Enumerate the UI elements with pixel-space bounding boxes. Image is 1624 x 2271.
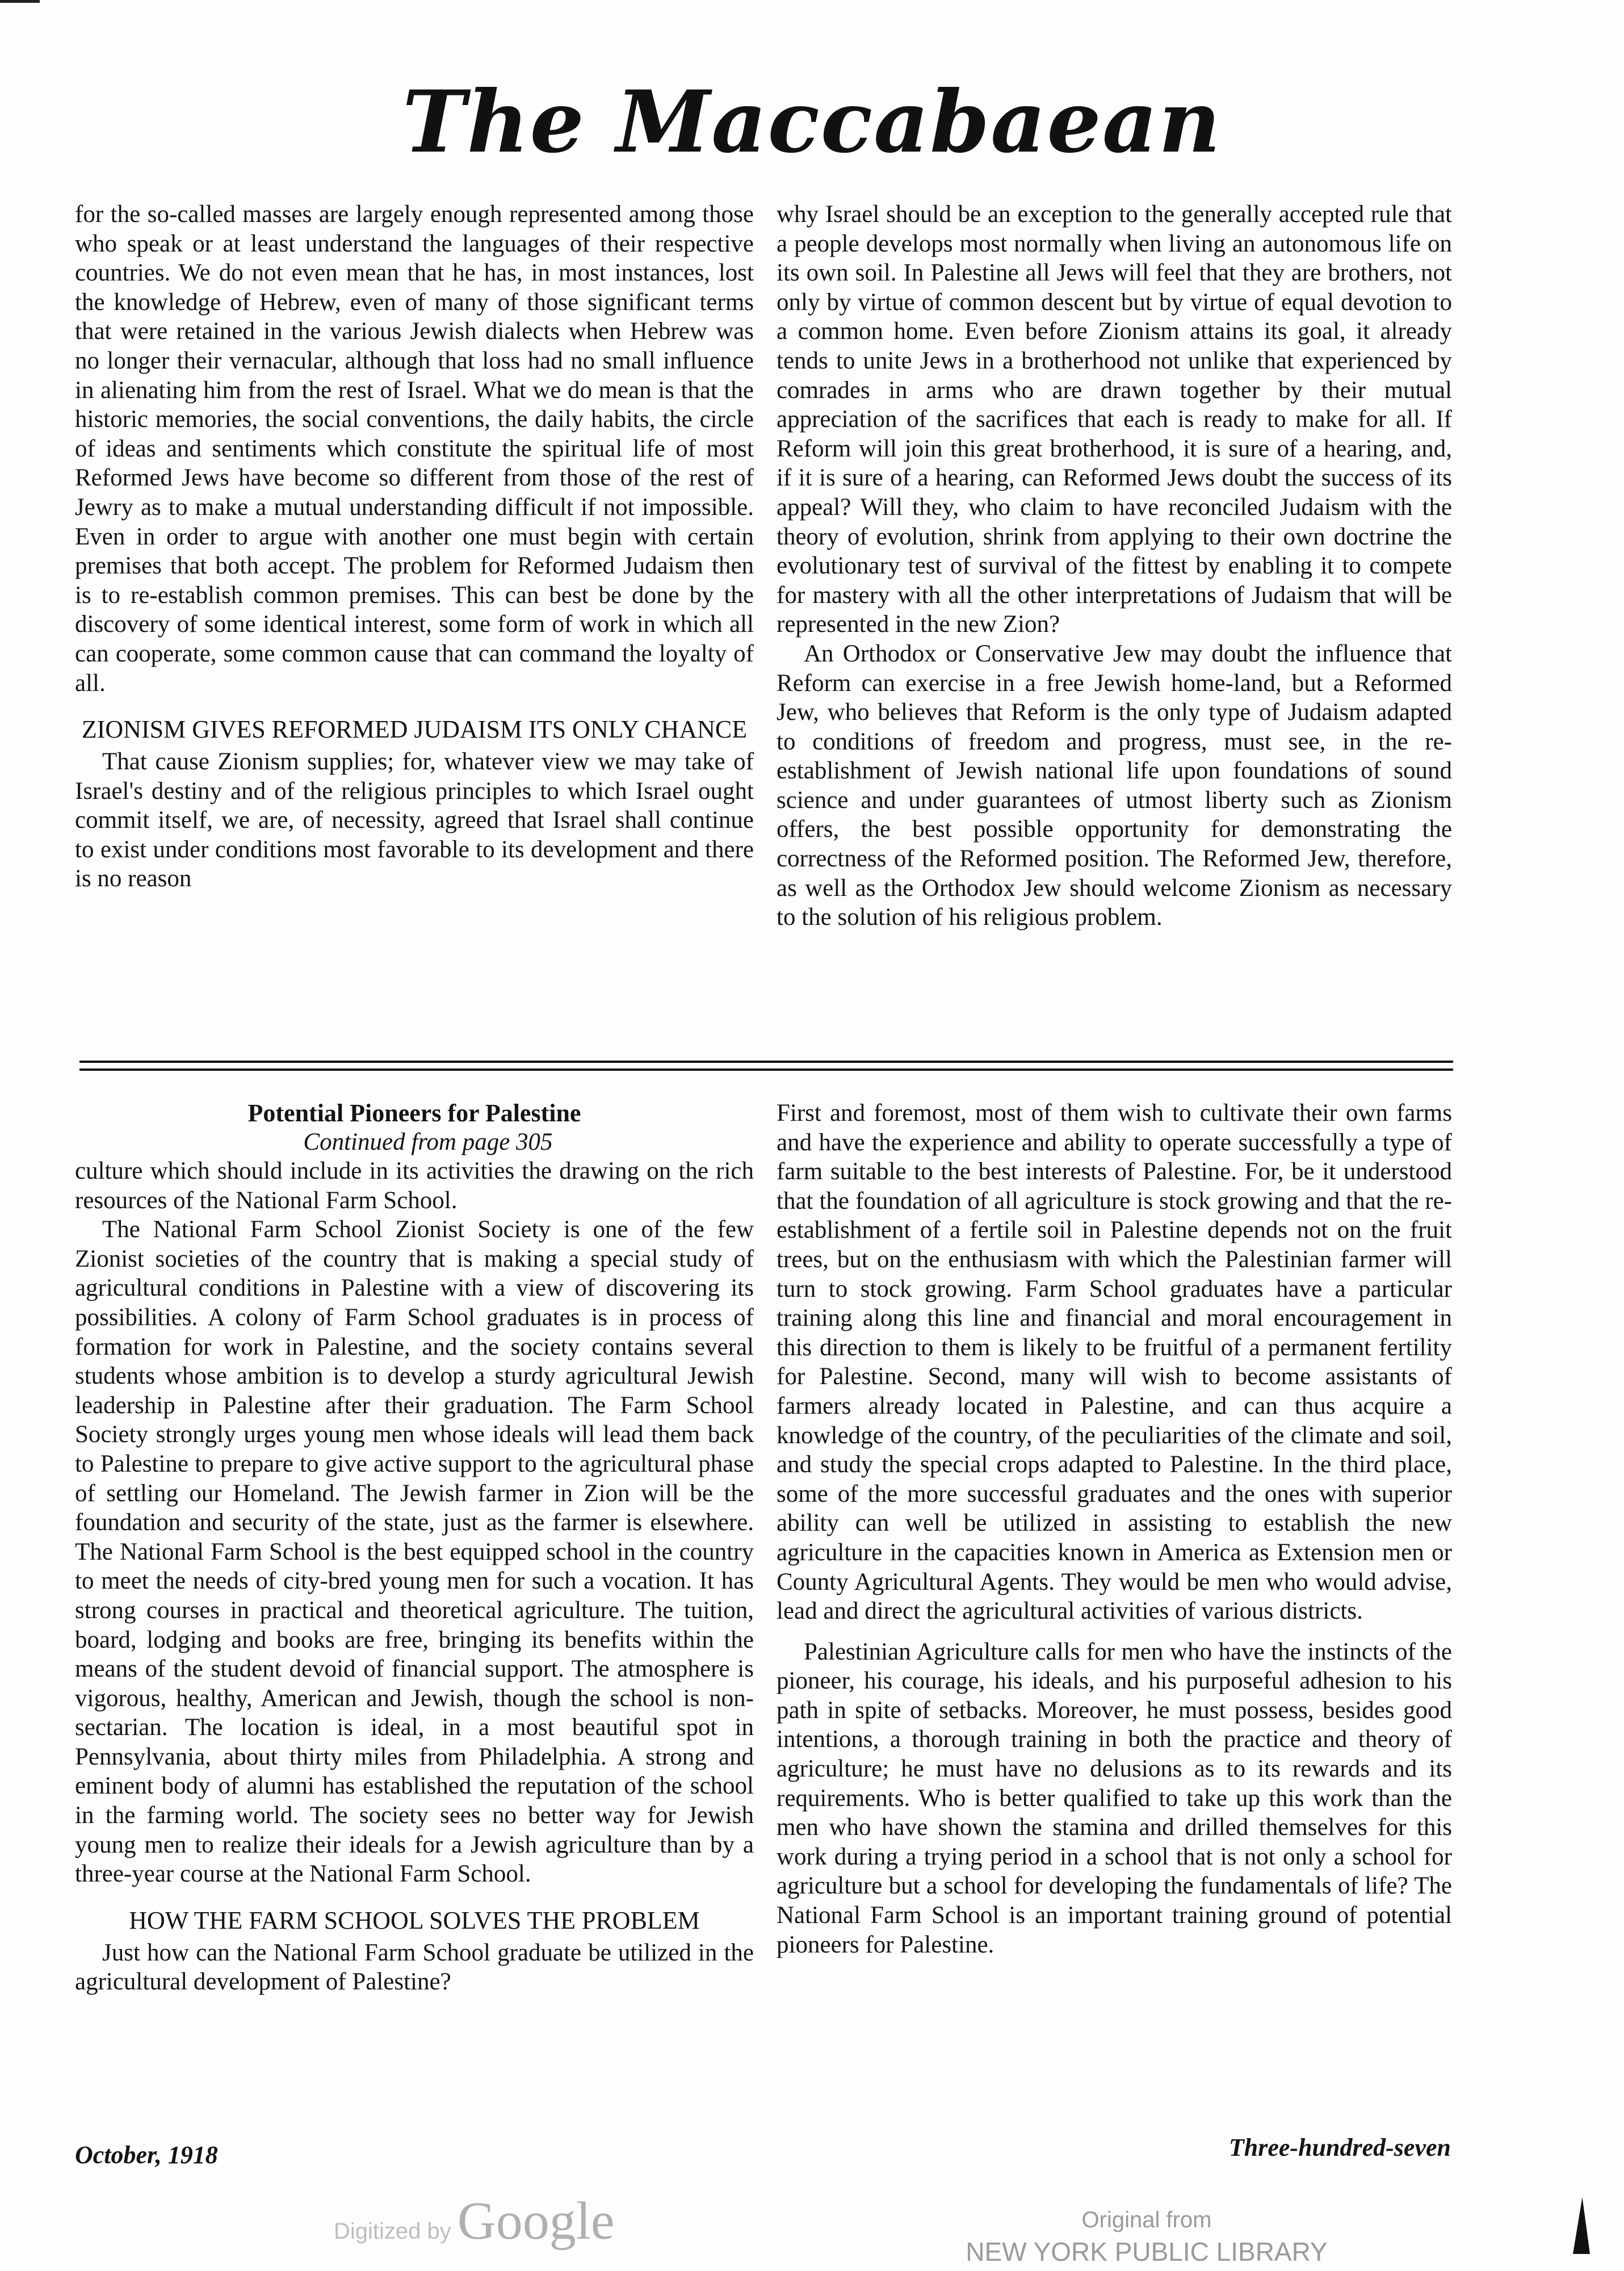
paragraph: Palestinian Agriculture calls for men who have the instincts of the pioneer, his courage, his ideals, and his purposeful adhesion to his path in spite of setbacks. Moreover, he must possess, besides good intentions, a thorough training in both the practice and theory of agriculture; he must have no delusions as to its rewards and its requirements. Who is better qualified to take up this work than the men who have shown the stamina and drilled themselves for this work during a trying period in a school that is not only a school for agriculture but a school for developing the fundamentals of life? The National Farm School is an important training ground of potential pioneers for Palestine. — [777, 1638, 1452, 1958]
google-logo: Google — [457, 2192, 615, 2251]
section-divider — [79, 1061, 1453, 1071]
top-article-column-1 — [75, 200, 754, 894]
masthead-title: The Maccabaean — [402, 72, 1222, 172]
issue-date: October, 1918 — [75, 2141, 218, 2169]
paragraph: An Orthodox or Conservative Jew may doubt the influence that Reform can exercise in a free Jewish home-land, but a Reformed Jew, who believes that Reform is the only type of Judaism adapted to conditions of freedom and progress, must see, in the re-establishment of Jewish national life upon foundations of sound science and under guarantees of utmost liberty such as Zionism offers, the best possible opportunity for demonstrating the correctness of the Reformed position. The Reformed Jew, therefore, as well as the Orthodox Jew should welcome Zionism as necessary to the solution of his religious problem. — [777, 640, 1452, 931]
top-article-column-2 — [777, 200, 1452, 932]
digitized-by-label: Digitized by — [334, 2219, 451, 2244]
article-title: Potential Pioneers for Palestine — [247, 1099, 581, 1127]
page-number: Three-hundred-seven — [1228, 2134, 1451, 2161]
scan-edge-mark — [1573, 2197, 1590, 2254]
paragraph: Just how can the National Farm School graduate be utilized in the agricultural development of Palestine? — [75, 1939, 754, 1996]
section-heading: ZIONISM GIVES REFORMED JUDAISM ITS ONLY CHANCE — [81, 715, 748, 744]
paragraph: why Israel should be an exception to the generally accepted rule that a people develops most normally when living an autonomous life on its own soil. In Palestine all Jews will feel that they are brothers, not only by virtue of common descent but by virtue of equal devotion to a common home. Even before Zionism attains its goal, it already tends to unite Jews in a brotherhood not unlike that experienced by comrades in arms who are drawn together by their mutual appreciation of the sacrifices that each is ready to make for all. If Reform will join this great brotherhood, it is sure of a hearing, and, if it is sure of a hearing, can Reformed Jews doubt the success of its appeal? Will they, who claim to have reconciled Judaism with the theory of evolution, shrink from applying to their own doctrine the evolutionary test of survival of the fittest by enabling it to compete for mastery with all the other interpretations of Judaism that will be represented in the new Zion? — [777, 201, 1452, 638]
paragraph: culture which should include in its activities the drawing on the rich resources of the National Farm School. — [75, 1158, 754, 1214]
bottom-article-column-2 — [777, 1099, 1452, 1959]
corner-rule — [0, 0, 40, 3]
section-heading: HOW THE FARM SCHOOL SOLVES THE PROBLEM — [129, 1906, 700, 1934]
continued-note: Continued from page 305 — [303, 1129, 553, 1155]
paragraph: The National Farm School Zionist Society is one of the few Zionist societies of the country that is making a special study of agricultural conditions in Palestine with a view of discovering its possibilities. A colony of Farm School graduates is in process of formation for work in Palestine, and the society contains several students whose ambition is to develop a sturdy agricultural Jewish leadership in Palestine after their graduation. The Farm School Society strongly urges young men whose ideals will lead them back to Palestine to prepare to give active support to the agricultural phase of settling our Homeland. The Jewish farmer in Zion will be the foundation and security of the state, just as the farmer is elsewhere. The National Farm School is the best equipped school in the country to meet the needs of city-bred young men for such a vocation. It has strong courses in practical and theoretical agriculture. The tuition, board, lodging and books are free, bringing its benefits within the means of the student devoid of financial support. The atmosphere is vigorous, healthy, American and Jewish, though the school is non-sectarian. The location is ideal, in a most beautiful spot in Pennsylvania, about thirty miles from Philadelphia. A strong and eminent body of alumni has established the reputation of the school in the farming world. The society sees no better way for Jewish young men to realize their ideals for a Jewish agriculture than by a three-year course at the National Farm School. — [75, 1216, 754, 1888]
bottom-article-column-1 — [75, 1099, 754, 1997]
library-name: NEW YORK PUBLIC LIBRARY — [966, 2237, 1328, 2266]
source-watermark — [965, 2204, 1328, 2268]
paragraph: That cause Zionism supplies; for, whatever view we may take of Israel's destiny and of the religious principles to which Israel ought commit itself, we are, of necessity, agreed that Israel shall continue to exist under conditions most favorable to its development and there is no reason — [75, 748, 754, 893]
paragraph: for the so-called masses are largely enough represented among those who speak or at least understand the languages of their respective countries. We do not even mean that he has, in most instances, lost the knowledge of Hebrew, even of many of those significant terms that were retained in the various Jewish dialects when Hebrew was no longer their vernacular, although that loss had no small influence in alienating him from the rest of Israel. What we do mean is that the historic memories, the social conventions, the daily habits, the circle of ideas and sentiments which constitute the spiritual life of most Reformed Jews have become so different from those of the rest of Jewry as to make a mutual understanding difficult if not impossible. Even in order to argue with another one must begin with certain premises that both accept. The problem for Reformed Judaism then is to re-establish common premises. This can best be done by the discovery of some identical interest, some form of work in which all can cooperate, some common cause that can command the loyalty of all. — [75, 201, 754, 697]
paragraph: First and foremost, most of them wish to cultivate their own farms and have the experience and ability to operate successfully a type of farm suitable to the best interests of Palestine. For, be it understood that the foundation of all agriculture is stock growing and that the re-establishment of a fertile soil in Palestine depends not on the fruit trees, but on the enthusiasm with which the Palestinian farmer will turn to stock growing. Farm School graduates have a particular training along this line and financial and moral encouragement in this direction to them is likely to be fruitful of a permanent fertility for Palestine. Second, many will wish to become assistants of farmers already located in Palestine, and can thus acquire a knowledge of the country, of the peculiarities of the climate and soil, and study the special crops adapted to Palestine. In the third place, some of the more successful graduates and the ones with superior ability can well be utilized in assisting to establish the new agriculture in the capacities known in America as Extension men or County Agricultural Agents. They would be men who would advise, lead and direct the agricultural activities of various districts. — [777, 1100, 1452, 1625]
digitized-watermark — [334, 2190, 615, 2252]
original-from-label: Original from — [1081, 2207, 1212, 2232]
